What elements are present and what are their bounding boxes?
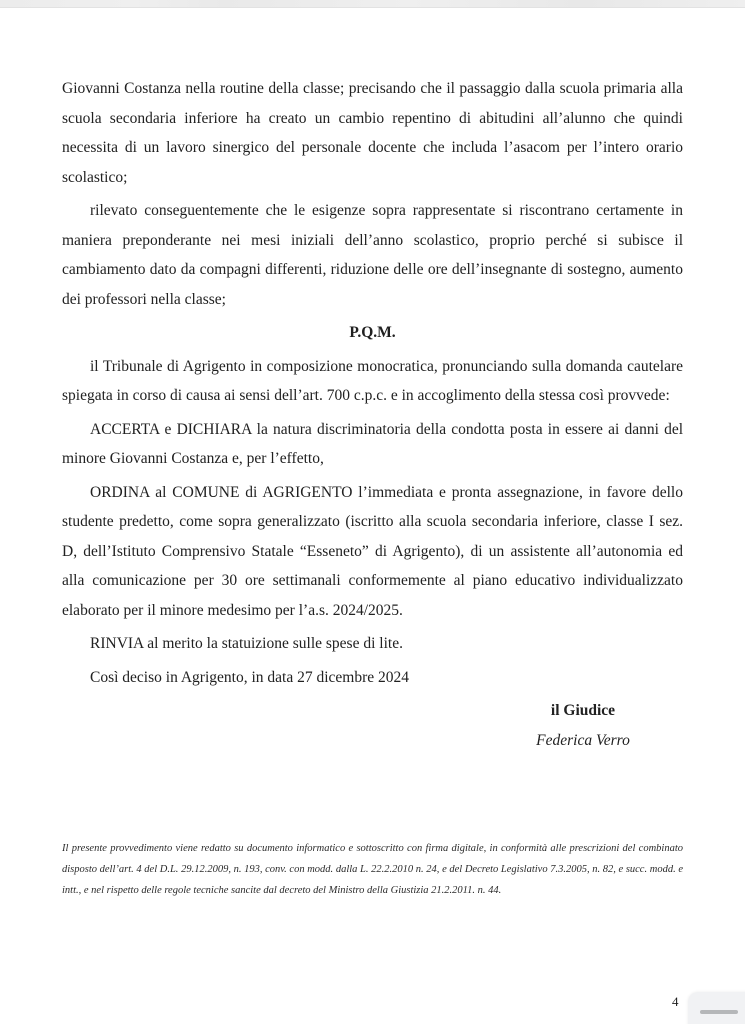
document-body — [62, 74, 683, 756]
body-paragraph-deciso: Così deciso in Agrigento, in data 27 dicembre 2024 — [90, 668, 409, 686]
signature-name: Federica Verro — [536, 732, 630, 749]
page-number: 4 — [672, 994, 679, 1009]
floating-scroll-widget[interactable] — [688, 992, 745, 1024]
signature-role: il Giudice — [550, 702, 616, 719]
body-paragraph-tribunale: il Tribunale di Agrigento in composizione monocratica, pronunciando sulla domanda cautelare spiegata in corso di causa ai sensi dell’art. 700 c.p.c. e in accoglimento della stessa così provvede: — [62, 357, 683, 404]
body-paragraph-accerta: ACCERTA e DICHIARA la natura discriminatoria della condotta posta in essere ai danni del minore Giovanni Costanza e, per l’effetto, — [62, 420, 683, 467]
drag-handle-icon — [700, 1010, 738, 1014]
legal-footnote: Il presente provvedimento viene redatto su documento informatico e sottoscritto con firma digitale, in conformità alle prescrizioni del combinato disposto dell’art. 4 del D.L. 29.12.2009, n. 193, conv. con modd. dalla L. 22.2.2010 n. 24, e del Decreto Legislativo 7.3.2005, n. 82, e succ. modd. e intt., e nel rispetto delle regole tecniche sancite dal decreto del Ministro della Giustizia 21.2.2011. n. 44. — [62, 843, 683, 896]
body-paragraph-ordina: ORDINA al COMUNE di AGRIGENTO l’immediata e pronta assegnazione, in favore dello studente predetto, come sopra generalizzato (iscritto alla scuola secondaria inferiore, classe I sez. D, dell’Istituto Comprensivo Statale “Esseneto” di Agrigento), di un assistente all’autonomia ed alla comunicazione per 30 ore settimanali conformemente al piano educativo individualizzato elaborato per il minore medesimo per l’a.s. 2024/2025. — [62, 483, 683, 619]
previous-page-edge — [0, 0, 745, 8]
body-paragraph-rinvia: RINVIA al merito la statuizione sulle spese di lite. — [90, 635, 403, 652]
body-paragraph-continuation: Giovanni Costanza nella routine della classe; precisando che il passaggio dalla scuola primaria alla scuola secondaria inferiore ha creato un cambio repentino di abitudini all’alunno che quindi necessita di un lavoro sinergico del personale docente che includa l’asacom per l’intero orario scolastico; — [62, 80, 683, 186]
signature-block — [473, 696, 693, 756]
pqm-heading: P.Q.M. — [349, 324, 396, 341]
body-paragraph-rilevato: rilevato conseguentemente che le esigenze sopra rappresentate si riscontrano certamente in maniera preponderante nei mesi iniziali dell’anno scolastico, proprio perché si subisce il cambiamento dato da compagni differenti, riduzione delle ore dell’insegnante di sostegno, aumento dei professori nella classe; — [62, 202, 683, 308]
